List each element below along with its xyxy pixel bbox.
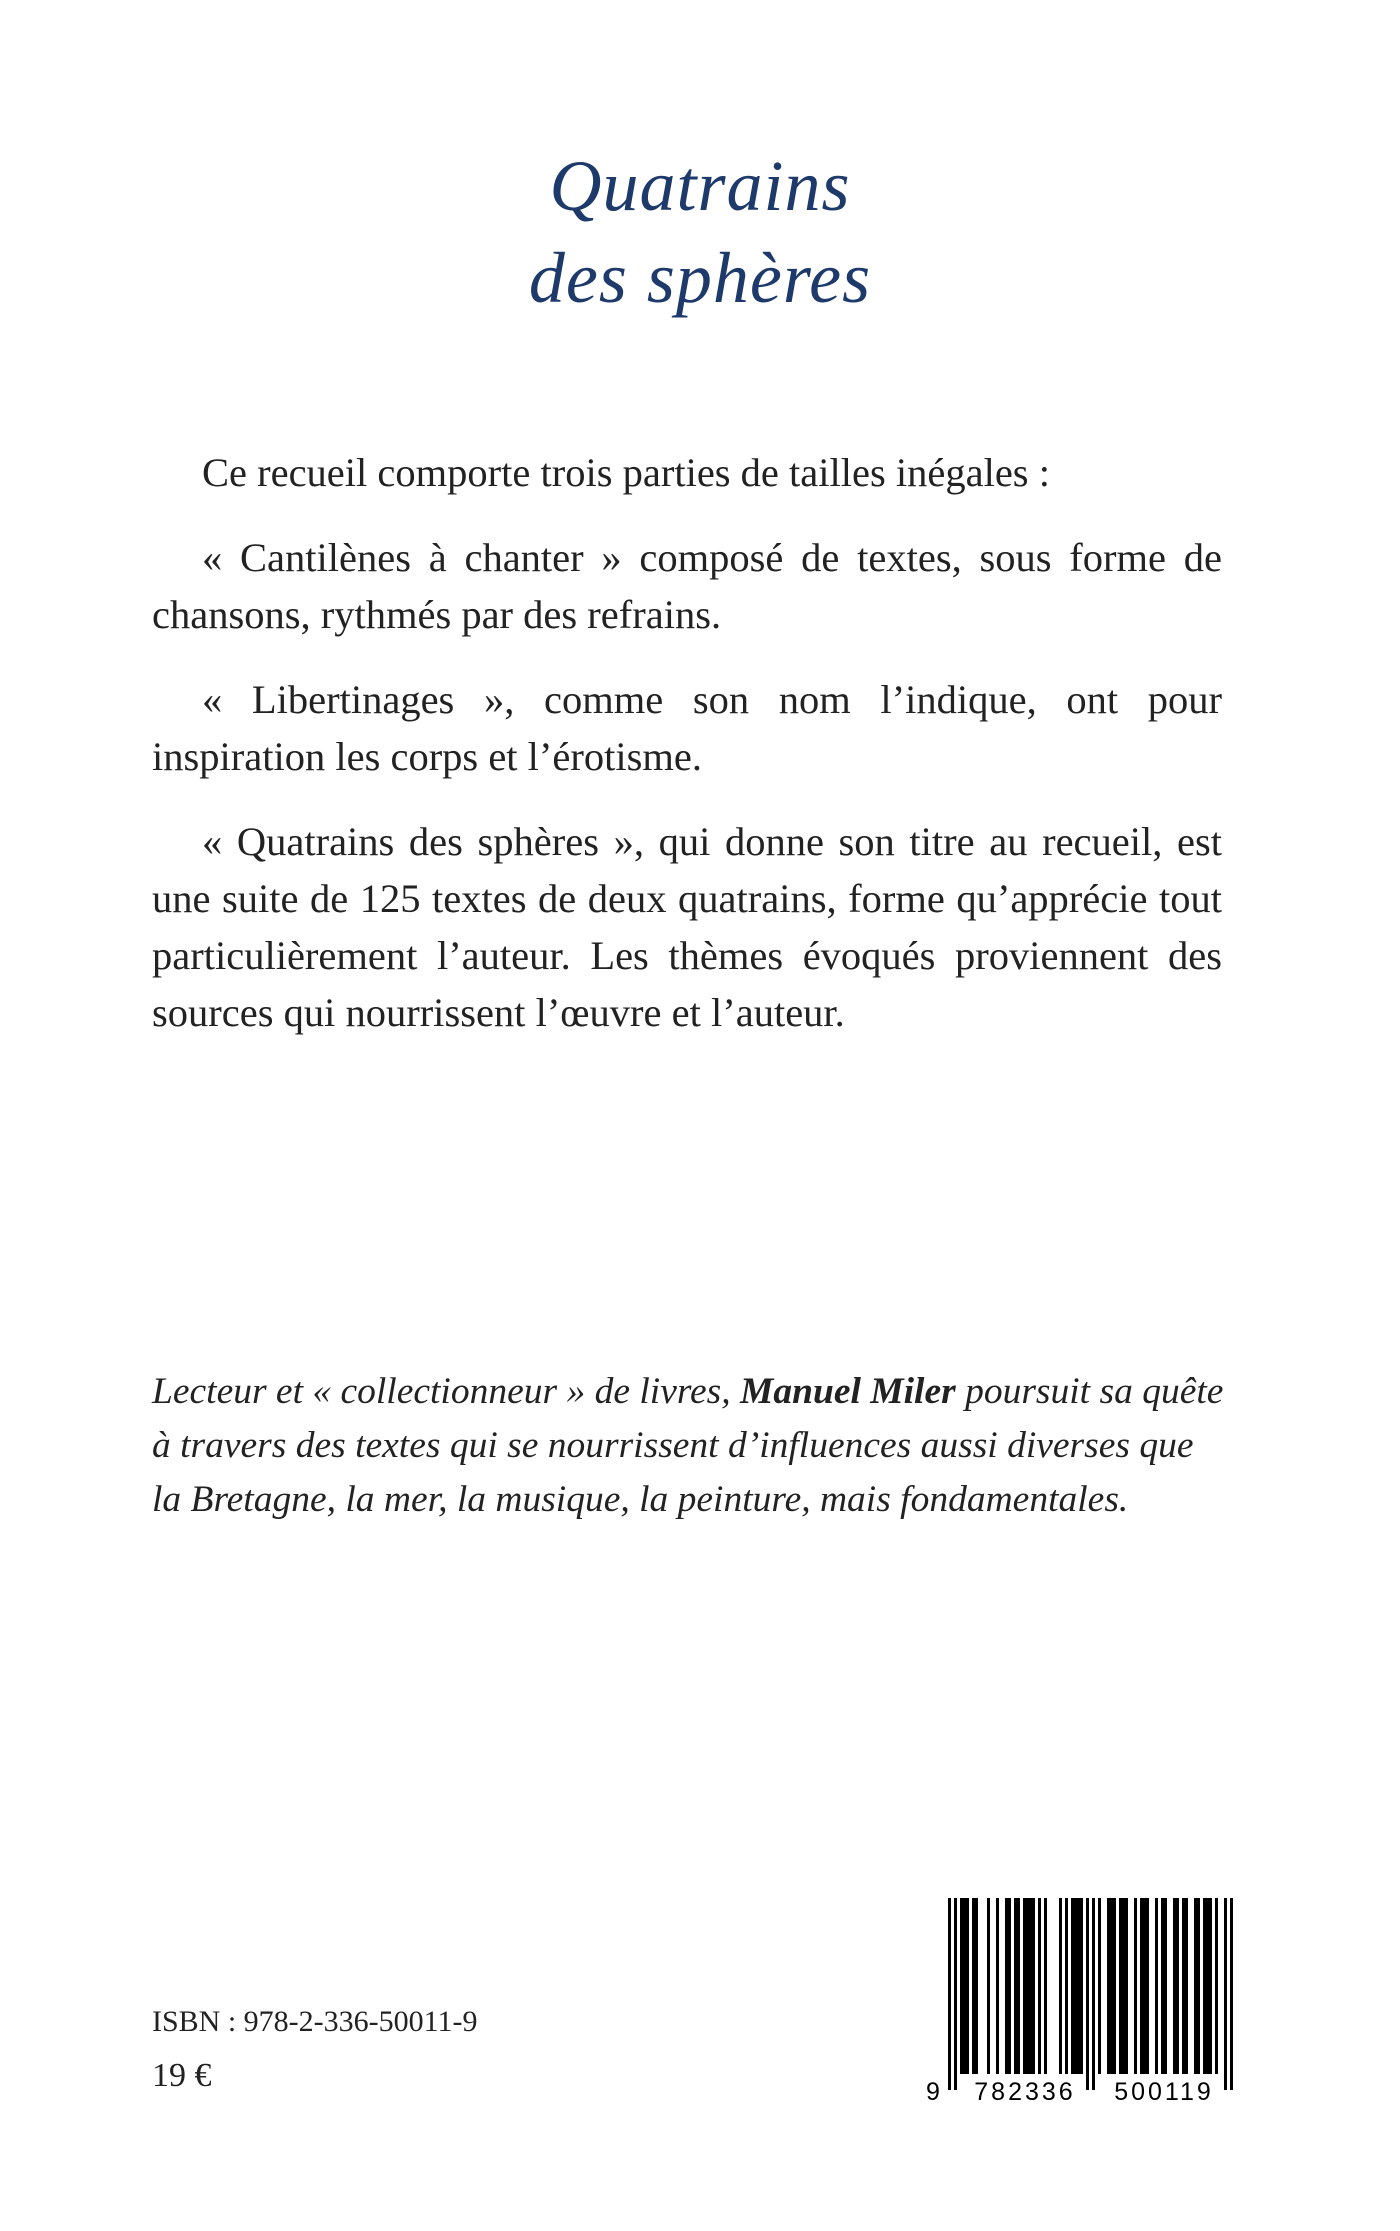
blurb-paragraph-libertinages: « Libertinages », comme son nom l’indique, ont pour inspiration les corps et l’érotisme. (152, 677, 1222, 779)
barcode-digits-left: 782336 (974, 2078, 1076, 2106)
blurb-paragraph-cantilenes: « Cantilènes à chanter » composé de textes, sous forme de chansons, rythmés par des refrains. (152, 535, 1222, 637)
barcode-bar (1182, 1898, 1185, 2074)
barcode-bar (1110, 1898, 1113, 2074)
barcode-bar (1176, 1898, 1179, 2074)
barcode-bar (1014, 1898, 1017, 2074)
barcode-bar (1026, 1898, 1029, 2074)
barcode-bar (1005, 1898, 1008, 2074)
barcode-bar (1206, 1898, 1209, 2074)
barcode-bar (1077, 1898, 1080, 2074)
author-name: Manuel Miler (740, 1371, 956, 1412)
barcode-bar (1146, 1898, 1149, 2074)
barcode-bar (1038, 1898, 1041, 2074)
barcode-bar (1203, 1898, 1206, 2074)
barcode-bar (1029, 1898, 1032, 2074)
barcode-bar (1215, 1898, 1218, 2074)
barcode-bar (1044, 1898, 1047, 2074)
isbn-label: ISBN : 978-2-336-50011-9 (152, 2005, 478, 2038)
barcode-bar (1113, 1898, 1116, 2074)
blurb-paragraph-quatrains: « Quatrains des sphères », qui donne son titre au recueil, est une suite de 125 textes de deux quatrains, forme qu’apprécie tout particulièrement l’auteur. Les thèmes évoqués proviennent des sources qui nourrissent l’œuvre et l’auteur. (152, 819, 1222, 1035)
barcode-bar (1185, 1898, 1188, 2074)
barcode-bar (1209, 1898, 1212, 2074)
barcode-bar (1155, 1898, 1158, 2074)
barcode (918, 1898, 1258, 2108)
barcode-bar (1134, 1898, 1137, 2074)
author-bio-lead: Lecteur et « collectionneur » de livres, (152, 1371, 741, 1412)
barcode-bar (1065, 1898, 1068, 2074)
price-label: 19 € (152, 2057, 212, 2094)
barcode-digit-first: 9 (926, 2078, 940, 2106)
book-title (0, 140, 1400, 324)
barcode-bar (1194, 1898, 1197, 2074)
barcode-bar (1032, 1898, 1035, 2074)
barcode-bar (975, 1898, 978, 2074)
barcode-bar (1080, 1898, 1083, 2074)
barcode-digits-right: 500119 (1114, 2078, 1214, 2106)
barcode-bar (963, 1898, 966, 2074)
barcode-bar (1074, 1898, 1077, 2074)
barcode-bar (987, 1898, 990, 2074)
barcode-bar (1224, 1898, 1227, 2090)
barcode-bar (1140, 1898, 1143, 2074)
author-bio-rest: poursuit sa quête à travers des textes qui se nourrissent d’influences aussi diverses que la Bretagne, la mer, la musique, la peinture, mais fondamentales. (152, 1371, 1224, 1520)
barcode-bar (1173, 1898, 1176, 2074)
book-title-line-2: des sphères (528, 238, 872, 318)
barcode-bar (1122, 1898, 1125, 2074)
barcode-bar (1098, 1898, 1101, 2074)
barcode-bar (1107, 1898, 1110, 2074)
barcode-bar (954, 1898, 957, 2090)
barcode-bar (1164, 1898, 1167, 2074)
barcode-bar (960, 1898, 963, 2074)
barcode-bar (1119, 1898, 1122, 2074)
blurb-paragraph-intro: Ce recueil comporte trois parties de tailles inégales : (202, 450, 1050, 495)
barcode-bar (966, 1898, 969, 2074)
book-title-line-1: Quatrains (549, 146, 851, 226)
barcode-bar (972, 1898, 975, 2074)
barcode-bar (1143, 1898, 1146, 2074)
barcode-bar (1197, 1898, 1200, 2074)
barcode-bar (1086, 1898, 1089, 2090)
barcode-bar (1125, 1898, 1128, 2074)
barcode-bars (948, 1898, 1233, 2090)
barcode-bar (1230, 1898, 1233, 2090)
barcode-bar (996, 1898, 999, 2074)
barcode-bar (1092, 1898, 1095, 2090)
author-bio (152, 1365, 1232, 1527)
barcode-bar (1017, 1898, 1020, 2074)
barcode-bar (1059, 1898, 1062, 2074)
barcode-bar (948, 1898, 951, 2090)
barcode-bar (1008, 1898, 1011, 2074)
barcode-bar (1161, 1898, 1164, 2074)
barcode-graphic (918, 1898, 1258, 2108)
book-blurb (152, 444, 1222, 1069)
barcode-bar (1023, 1898, 1026, 2074)
barcode-bar (1071, 1898, 1074, 2074)
